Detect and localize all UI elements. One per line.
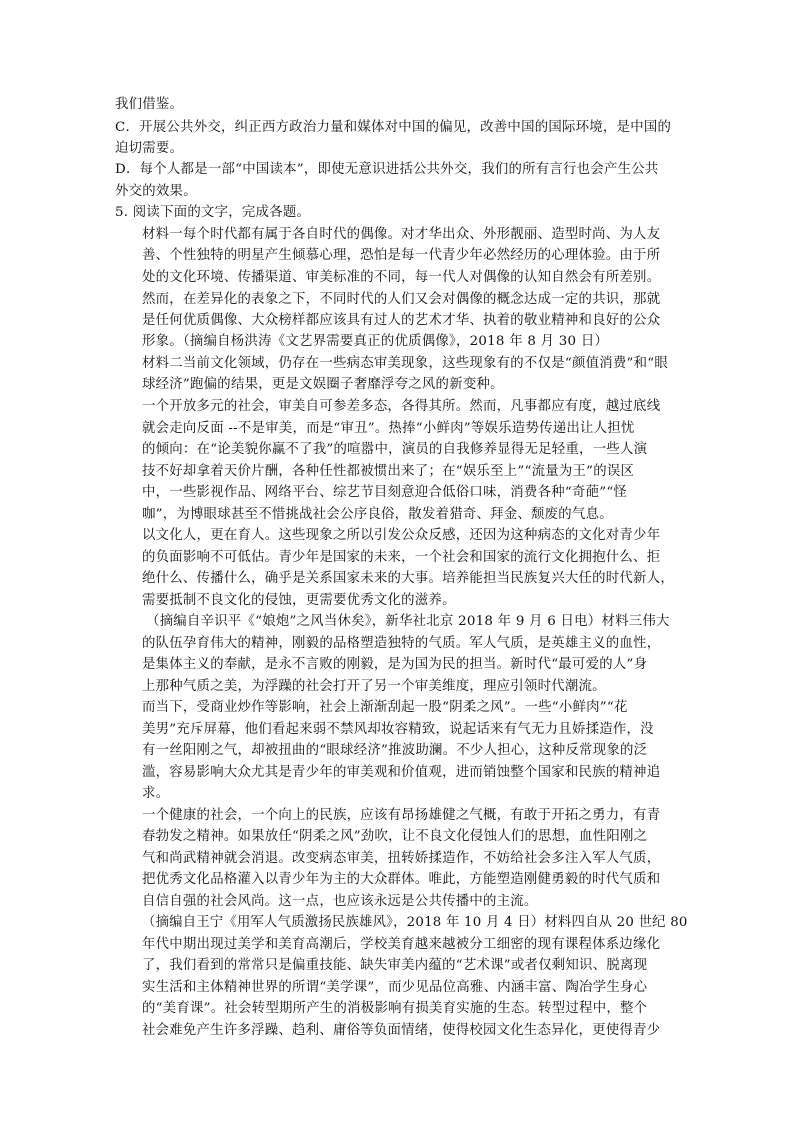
- text-line: 外交的效果。: [115, 184, 197, 199]
- text-line: 就会走向反面 --不是审美，而是“审丑”。热捧“小鲜肉”等娱乐造势传递出让人担忧: [142, 421, 635, 436]
- text-line: 一个健康的社会，一个向上的民族，应该有昂扬雄健之气概，有敢于开拓之勇力，有青: [142, 808, 661, 823]
- text-line: 善、个性独特的明星产生倾慕心理，恐怕是每一代青少年必然经历的心理体验。由于所: [142, 248, 661, 263]
- text-line: 是任何优质偶像、大众榜样都应该具有过人的艺术才华、执着的敬业精神和良好的公众: [142, 313, 661, 328]
- text-line: 求。: [142, 786, 170, 801]
- text-line: 技不好却拿着天价片酬，各种任性都被惯出来了；在“娱乐至上”“流量为王”的误区: [142, 464, 635, 479]
- text-line: 有一丝阳刚之气，却被扭曲的“眼球经济”推波助澜。不少人担心，这种反常现象的泛: [142, 743, 648, 758]
- text-line: 是集体主义的奉献，是永不言败的刚毅，是为国为民的担当。新时代“最可爱的人”身: [142, 657, 648, 672]
- option-d-line: D．每个人都是一部“中国读本”，即使无意识进括公共外交，我们的所有言行也会产生公共: [115, 162, 659, 177]
- text-line: 把优秀文化品格灌入以青少年为主的大众群体。唯此，方能塑造刚健勇毅的时代气质和: [142, 872, 661, 887]
- text-line: 一个开放多元的社会，审美自可参差多态，各得其所。然而，凡事都应有度，越过底线: [142, 399, 661, 414]
- text-line: 春勃发之精神。如果放任“阴柔之风”劲吹，让不良文化侵蚀人们的思想，血性阳刚之: [142, 829, 648, 844]
- text-line: 处的文化环境、传播渠道、审美标准的不同，每一代人对偶像的认知自然会有所差别。: [142, 270, 661, 285]
- text-line: 咖”，为博眼球甚至不惜挑战社会公序良俗，散发着猎奇、拜金、颓废的气息。: [142, 507, 613, 522]
- text-line: 我们借鉴。: [115, 97, 184, 112]
- text-line: 而当下，受商业炒作等影响，社会上渐渐刮起一股“阴柔之风”。一些“小鲜肉”“花: [142, 700, 628, 715]
- text-line: 了，我们看到的常常只是偏重技能、缺失审美内蕴的“艺术课”或者仅剩知识、脱离现: [142, 958, 648, 973]
- text-line: 自信自强的社会风尚。这一点，也应该永远是公共传播中的主流。: [142, 894, 538, 909]
- text-line: 中，一些影视作品、网络平台、综艺节目刻意迎合低俗口味，消费各种“奇葩”“怪: [142, 485, 628, 500]
- text-line: 以文化人，更在育人。这些现象之所以引发公众反感，还因为这种病态的文化对青少年: [142, 528, 661, 543]
- text-line: 然而，在差异化的表象之下，不同时代的人们又会对偶像的概念达成一定的共识，那就: [142, 292, 661, 307]
- text-line: 的负面影响不可低估。青少年是国家的未来，一个社会和国家的流行文化拥抱什么、拒: [142, 550, 661, 565]
- text-line: 绝什么、传播什么，确乎是关系国家未来的大事。培养能担当民族复兴大任的时代新人，: [142, 571, 674, 586]
- option-c-line: C．开展公共外交，纠正西方政治力量和媒体对中国的偏见，改善中国的国际环境，是中国的: [115, 120, 672, 135]
- text-line: 的队伍孕育伟大的精神，刚毅的品格塑造独特的气质。军人气质，是英雄主义的血性，: [142, 636, 661, 651]
- text-line: 年代中期出现过美学和美育高潮后，学校美育越来越被分工细密的现有课程体系边缘化: [142, 937, 661, 952]
- text-line: 社会难免产生许多浮躁、趋利、庸俗等负面情绪，使得校园文化生态异化，更使得青少: [142, 1023, 661, 1038]
- text-line: 需要抵制不良文化的侵蚀，更需要优秀文化的滋养。: [142, 593, 456, 608]
- text-line: （摘编自王宁《用军人气质激扬民族雄风》，2018 年 10 月 4 日）材料四自从 20 世纪 80: [142, 915, 688, 930]
- text-line: 上那种气质之美，为浮躁的社会打开了另一个审美维度，理应引领时代潮流。: [142, 679, 606, 694]
- text-line: 材料二当前文化领域，仍存在一些病态审美现象，这些现象有的不仅是“颜值消费”和“眼: [142, 356, 668, 371]
- text-line: 滥，容易影响大众尤其是青少年的审美观和价值观，进而销蚀整个国家和民族的精神追: [142, 765, 661, 780]
- text-line: 材料一每个时代都有属于各自时代的偶像。对才华出众、外形靓丽、造型时尚、为人友: [142, 227, 661, 242]
- text-line: 形象。（摘编自杨洪涛《文艺界需要真正的优质偶像》，2018 年 8 月 30 日）: [142, 334, 609, 349]
- question-heading: 5. 阅读下面的文字，完成各题。: [115, 205, 311, 220]
- text-line: 迫切需要。: [115, 141, 184, 156]
- text-line: （摘编自辛识平《“娘炮”之风当休矣》，新华社北京 2018 年 9 月 6 日电）材料三伟大: [146, 614, 670, 629]
- text-line: 美男”充斥屏幕，他们看起来弱不禁风却妆容精致，说起话来有气无力且娇揉造作，没: [142, 722, 654, 737]
- text-line: 气和尚武精神就会消退。改变病态审美，扭转娇揉造作，不妨给社会多注入军人气质，: [142, 851, 661, 866]
- text-line: 的倾向：在“论美貌你赢不了我”的喧嚣中，演员的自我修养显得无足轻重，一些人演: [142, 442, 648, 457]
- text-line: 实生活和主体精神世界的所谓“美学课”，而少见品位高雅、内涵丰富、陶冶学生身心: [142, 980, 648, 995]
- text-line: 的“美育课”。社会转型期所产生的消极影响有损美育实施的生态。转型过程中，整个: [142, 1001, 648, 1016]
- text-line: 球经济”跑偏的结果，更是文娱圈子奢靡浮夸之风的新变种。: [142, 377, 504, 392]
